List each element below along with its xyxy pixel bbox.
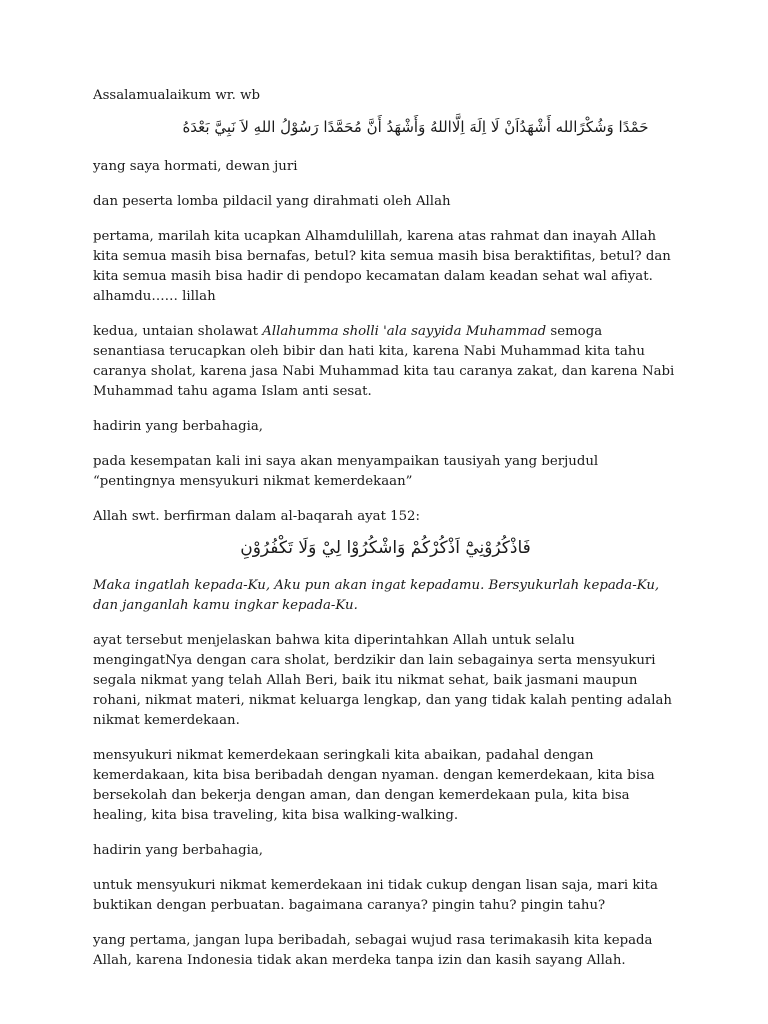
arabic-opening: حَمْدًا وَشُكْرًالله أَشْهَدُاَنْ لَا اِلَهَ اِلَّااللهُ وَأَشْهَدُ أَنَّ مُحَمَّدًا رَسُوْلُ اللهِ لاَ نَبِيَّ بَعْدَهُ [182, 118, 649, 136]
arabic-verse: فَاذْكُرُوْنِيْٓ اَذْكُرْكُمْ وَاشْكُرُوْا لِيْ وَلَا تَكْفُرُوْنِ [240, 538, 531, 558]
paragraph-first-action: yang pertama, jangan lupa beribadah, sebagai wujud rasa terimakasih kita kepada Allah, karena Indonesia tidak akan merdeka tanpa izin dan kasih sayang Allah. [93, 933, 653, 968]
paragraph-topic: pada kesempatan kali ini saya akan menyampaikan tausiyah yang berjudul “pentingnya mensyukuri nikmat kemerdekaan” [93, 454, 599, 489]
paragraph-second-point-end: semoga senantiasa terucapkan oleh bibir dan hati kita, karena Nabi Muhammad kita tahu caranya sholat, karena jasa Nabi Muhammad kita tau caranya zakat, dan karena Nabi Muhammad tahu agama Islam anti sesat. [93, 324, 675, 399]
paragraph-second-point [93, 322, 678, 402]
paragraph-verse-explanation: ayat tersebut menjelaskan bahwa kita diperintahkan Allah untuk selalu mengingatNya dengan cara sholat, berdzikir dan lain sebagainya serta mensyukuri segala nikmat yang telah Allah Beri, baik itu nikmat sehat, baik jasmani maupun rohani, nikmat materi, nikmat keluarga lengkap, dan yang tidak kalah penting adalah nikmat kemerdekaan. [93, 633, 672, 728]
document-page [93, 86, 678, 986]
paragraph-audience-greeting: hadirin yang berbahagia, [93, 419, 263, 434]
paragraph-first-point: pertama, marilah kita ucapkan Alhamdulillah, karena atas rahmat dan inayah Allah kita semua masih bisa bernafas, betul? kita semua masih bisa beraktifitas, betul? dan kita semua masih bisa hadir di pendopo kecamatan dalam keadan sehat wal afiyat. alhamdu…… lillah [93, 229, 671, 304]
paragraph-second-point-start: kedua, untaian sholawat [93, 324, 263, 339]
paragraph-independence: mensyukuri nikmat kemerdekaan seringkali kita abaikan, padahal dengan kemerdakaan, kita bisa beribadah dengan nyaman. dengan kemerdekaan, kita bisa bersekolah dan bekerja dengan aman, dan dengan kemerdekaan pula, kita bisa healing, kita bisa traveling, kita bisa walking-walking. [93, 748, 655, 823]
paragraph-audience-greeting-2: hadirin yang berbahagia, [93, 843, 263, 858]
paragraph-address-judges: yang saya hormati, dewan juri [93, 159, 298, 174]
paragraph-call-to-action: untuk mensyukuri nikmat kemerdekaan ini tidak cukup dengan lisan saja, mari kita buktikan dengan perbuatan. bagaimana caranya? pingin tahu? pingin tahu? [93, 878, 658, 913]
sholawat-italic: Allahumma sholli 'ala sayyida Muhammad [262, 324, 547, 339]
paragraph-verse-intro: Allah swt. berfirman dalam al-baqarah ayat 152: [93, 509, 420, 524]
greeting: Assalamualaikum wr. wb [93, 88, 260, 103]
paragraph-address-participants: dan peserta lomba pildacil yang dirahmati oleh Allah [93, 194, 451, 209]
verse-translation: Maka ingatlah kepada-Ku, Aku pun akan ingat kepadamu. Bersyukurlah kepada-Ku, dan janganlah kamu ingkar kepada-Ku. [93, 578, 660, 613]
